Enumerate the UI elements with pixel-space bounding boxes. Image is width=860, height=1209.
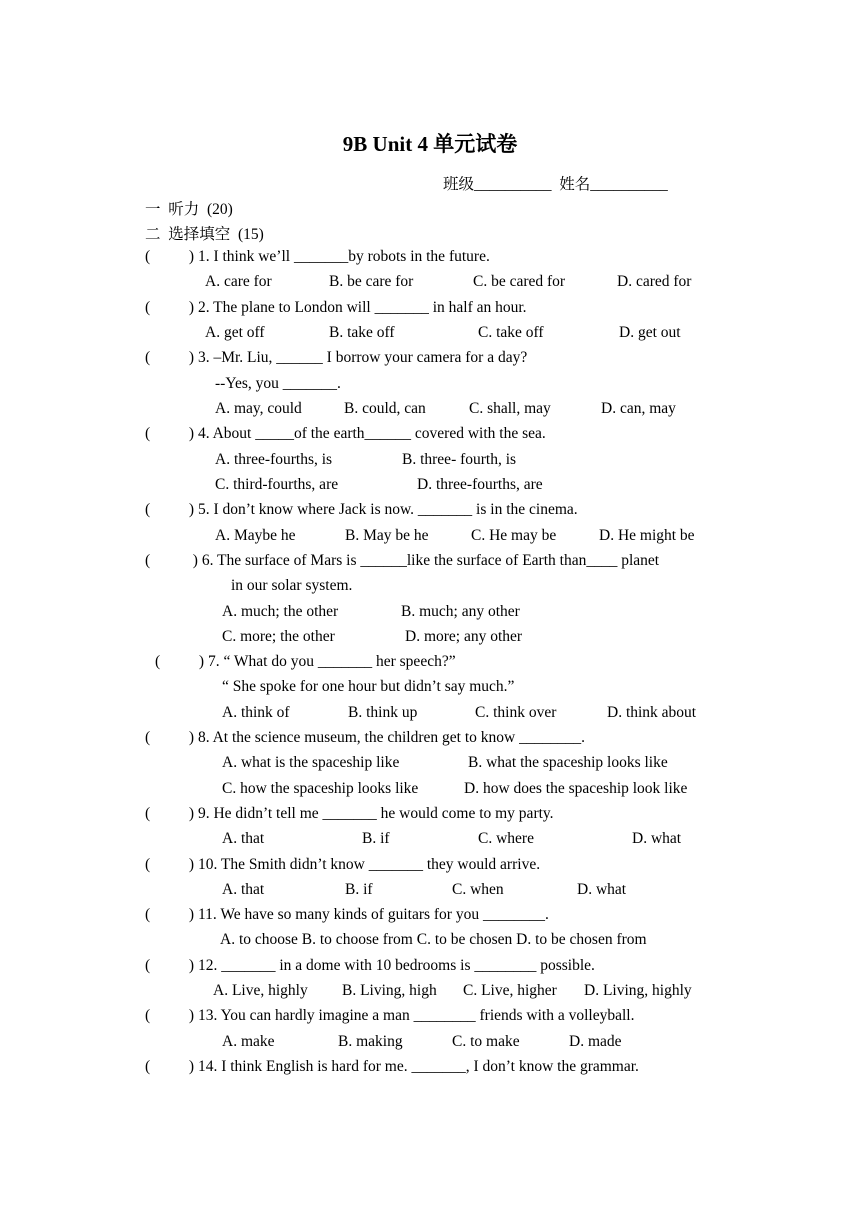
- question-12-option-d: D. Living, highly: [584, 982, 692, 999]
- question-8-option-c: C. how the spaceship looks like: [222, 780, 419, 797]
- question-3-option-b: B. could, can: [344, 400, 426, 417]
- question-12-option-c: C. Live, higher: [463, 982, 557, 999]
- question-9-option-a: A. that: [222, 830, 265, 847]
- section-multiple-choice: 二 选择填空 (15): [145, 226, 264, 243]
- question-9-option-c: C. where: [478, 830, 534, 847]
- question-1-option-c: C. be cared for: [473, 273, 566, 290]
- question-2-stem: ( ) 2. The plane to London will _______ in half an hour.: [145, 299, 527, 316]
- question-3-stem: ( ) 3. –Mr. Liu, ______ I borrow your camera for a day?: [145, 349, 528, 366]
- question-7-option-a: A. think of: [222, 704, 290, 721]
- question-9-option-d: D. what: [632, 830, 682, 847]
- question-5-option-c: C. He may be: [471, 527, 557, 544]
- question-13-option-a: A. make: [222, 1033, 275, 1050]
- page-title: 9B Unit 4 单元试卷: [342, 132, 518, 156]
- question-4-option-d: D. three-fourths, are: [417, 476, 543, 493]
- question-2-option-c: C. take off: [478, 324, 544, 341]
- question-3-option-c: C. shall, may: [469, 400, 551, 417]
- question-10-option-b: B. if: [345, 881, 373, 898]
- question-7-option-c: C. think over: [475, 704, 557, 721]
- question-2-option-d: D. get out: [619, 324, 681, 341]
- question-10-stem: ( ) 10. The Smith didn’t know _______ they would arrive.: [145, 856, 541, 873]
- question-6-stem-continued: in our solar system.: [231, 577, 353, 594]
- question-8-option-d: D. how does the spaceship look like: [464, 780, 688, 797]
- question-11-stem: ( ) 11. We have so many kinds of guitars for you ________.: [145, 906, 549, 923]
- question-7-reply: “ She spoke for one hour but didn’t say much.”: [222, 678, 515, 695]
- question-5-option-d: D. He might be: [599, 527, 695, 544]
- question-6-stem: ( ) 6. The surface of Mars is ______like the surface of Earth than____ planet: [145, 552, 660, 569]
- question-3-reply: --Yes, you _______.: [215, 375, 341, 392]
- question-2-option-b: B. take off: [329, 324, 395, 341]
- question-8-option-a: A. what is the spaceship like: [222, 754, 400, 771]
- question-4-stem: ( ) 4. About _____of the earth______ covered with the sea.: [145, 425, 546, 442]
- question-8-option-b: B. what the spaceship looks like: [468, 754, 668, 771]
- question-2-option-a: A. get off: [205, 324, 265, 341]
- question-13-option-c: C. to make: [452, 1033, 520, 1050]
- question-3-option-d: D. can, may: [601, 400, 676, 417]
- question-6-option-b: B. much; any other: [401, 603, 520, 620]
- question-7-stem: ( ) 7. “ What do you _______ her speech?”: [155, 653, 456, 670]
- question-13-option-b: B. making: [338, 1033, 403, 1050]
- question-5-stem: ( ) 5. I don’t know where Jack is now. _______ is in the cinema.: [145, 501, 578, 518]
- question-7-option-b: B. think up: [348, 704, 418, 721]
- section-listening: 一 听力 (20): [145, 201, 233, 218]
- class-name-fields: 班级__________ 姓名__________: [443, 176, 668, 193]
- question-10-option-a: A. that: [222, 881, 265, 898]
- question-7-option-d: D. think about: [607, 704, 697, 721]
- question-1-option-d: D. cared for: [617, 273, 692, 290]
- question-10-option-d: D. what: [577, 881, 627, 898]
- question-1-stem: ( ) 1. I think we’ll _______by robots in the future.: [145, 248, 490, 265]
- question-12-stem: ( ) 12. _______ in a dome with 10 bedrooms is ________ possible.: [145, 957, 595, 974]
- question-3-option-a: A. may, could: [215, 400, 302, 417]
- question-14-stem: ( ) 14. I think English is hard for me. _______, I don’t know the grammar.: [145, 1058, 639, 1075]
- question-12-option-b: B. Living, high: [342, 982, 437, 999]
- question-5-option-a: A. Maybe he: [215, 527, 296, 544]
- question-6-option-d: D. more; any other: [405, 628, 523, 645]
- question-9-option-b: B. if: [362, 830, 390, 847]
- question-4-option-a: A. three-fourths, is: [215, 451, 333, 468]
- question-9-stem: ( ) 9. He didn’t tell me _______ he would come to my party.: [145, 805, 554, 822]
- question-6-option-a: A. much; the other: [222, 603, 339, 620]
- question-6-option-c: C. more; the other: [222, 628, 335, 645]
- question-12-option-a: A. Live, highly: [213, 982, 308, 999]
- question-1-option-a: A. care for: [205, 273, 272, 290]
- question-11-options: A. to choose B. to choose from C. to be chosen D. to be chosen from: [220, 931, 647, 948]
- question-4-option-b: B. three- fourth, is: [402, 451, 517, 468]
- question-1-option-b: B. be care for: [329, 273, 414, 290]
- question-5-option-b: B. May be he: [345, 527, 429, 544]
- question-4-option-c: C. third-fourths, are: [215, 476, 339, 493]
- question-10-option-c: C. when: [452, 881, 504, 898]
- question-8-stem: ( ) 8. At the science museum, the children get to know ________.: [145, 729, 585, 746]
- question-13-stem: ( ) 13. You can hardly imagine a man ________ friends with a volleyball.: [145, 1007, 635, 1024]
- question-13-option-d: D. made: [569, 1033, 622, 1050]
